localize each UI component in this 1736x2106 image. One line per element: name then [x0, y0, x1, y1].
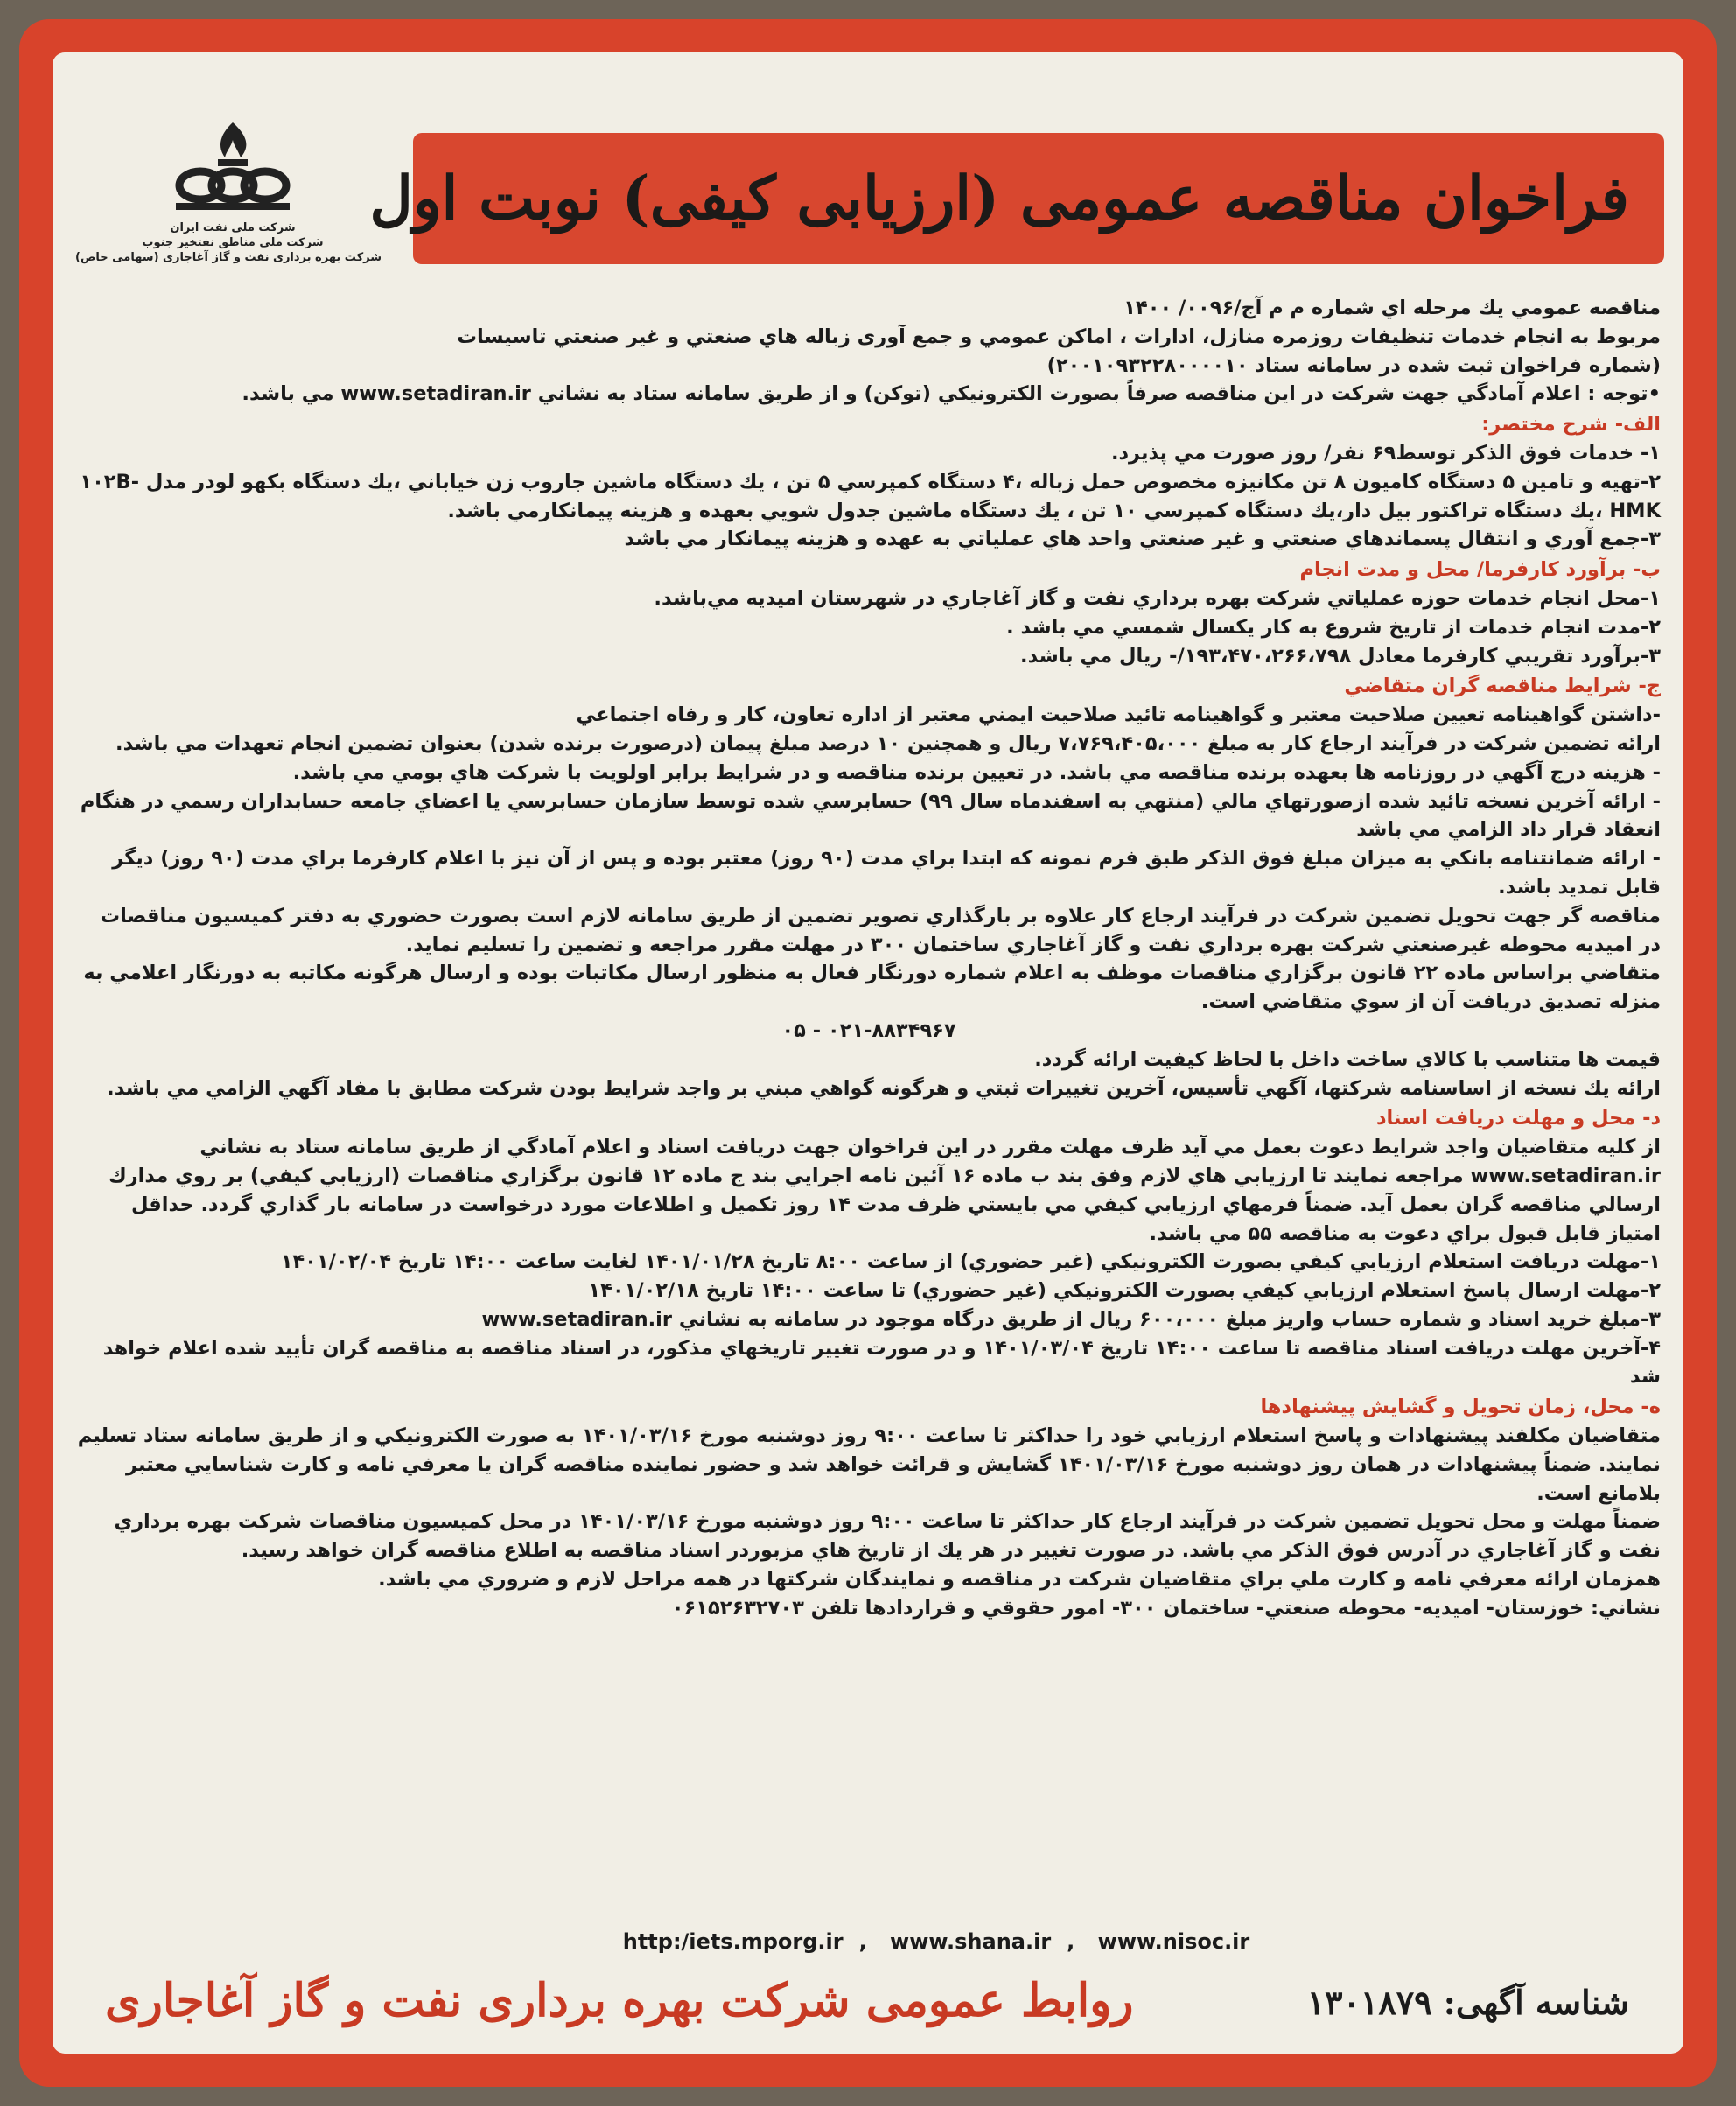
- section-c-heading: ج- شرايط مناقصه گران متقاضي: [1344, 675, 1661, 698]
- section-c-item: قيمت ها متناسب با كالاي ساخت داخل با لحاظ كيفيت ارائه گردد.: [1034, 1047, 1661, 1071]
- link-iets[interactable]: http:/iets.mporg.ir: [622, 1929, 844, 1954]
- tender-note: •توجه : اعلام آمادگي جهت شركت در اين مناقصه صرفاً بصورت الكترونيكي (توكن) و از طريق سامانه ستاد به نشاني www.setadiran.ir مي باشد.: [242, 382, 1661, 406]
- section-a-item: ۱- خدمات فوق الذكر توسط۶۹ نفر/ روز صورت مي پذيرد.: [1110, 441, 1661, 465]
- section-d-heading: د- محل و مهلت دريافت اسناد: [1376, 1107, 1661, 1130]
- section-c-item: - ارائه ضمانتنامه بانكي به ميزان مبلغ فوق الذكر طبق فرم نمونه كه ابتدا براي مدت (۹۰ روز) معتبر بوده و پس از آن نيز با اعلام كارفرما براي مدت (۹۰ روز) ديگر قابل تمديد باشد.: [112, 847, 1661, 899]
- tender-registration: (شماره فراخوان ثبت شده در سامانه ستاد ۲۰۰۱۰۹۳۲۲۸۰۰۰۰۱۰): [1046, 353, 1661, 377]
- section-d-item: ۱-مهلت دريافت استعلام ارزيابي كيفي بصورت الكترونيكي (غير حضوري) از ساعت ۸:۰۰ تاريخ ۱۴۰۱/۰۱/۲۸ لغايت ساعت ۱۴:۰۰ تاريخ ۱۴۰۱/۰۲/۰۴: [280, 1250, 1661, 1274]
- section-a-heading: الف- شرح مختصر:: [1481, 413, 1661, 437]
- notice-title: فراخوان مناقصه عمومی (ارزیابی کیفی) نوبت اول: [369, 164, 1629, 234]
- section-e-item: ضمناً مهلت و محل تحويل تضمين شركت در فرآيند ارجاع كار حداكثر تا ساعت ۹:۰۰ روز دوشنبه مورخ ۱۴۰۱/۰۳/۱۶ در محل كميسيون مناقصات شركت بهره برداري نفت و گاز آغاجاري در آدرس فوق الذكر مي باشد. در صورت تغيير در هر يك از تاريخ هاي مزبوردر اسناد مناقصه به اطلاع مناقصه گران خواهد رسيد.: [114, 1510, 1661, 1563]
- section-c-item: - هزينه درج آگهي در روزنامه ها بعهده برنده مناقصه مي باشد. در تعيين برنده مناقصه و در شرايط برابر اولويت با شركت هاي بومي مي باشد.: [292, 760, 1661, 784]
- title-banner: [369, 133, 1664, 264]
- section-e-item: همزمان ارائه معرفي نامه و كارت ملي براي متقاضيان شركت در مناقصه و نمايندگان شركتها در همه مراحل لازم و ضروري مي باشد.: [378, 1568, 1661, 1592]
- fax-number: ۰۵ - ۰۲۱-۸۸۳۴۹۶۷: [781, 1018, 956, 1042]
- oil-company-emblem-icon: [167, 115, 298, 220]
- section-c-item: متقاضي براساس ماده ۲۲ قانون برگزاري مناقصات موظف به اعلام شماره دورنگار فعال به منظور ارسال مكاتبات بوده و ارسال هرگونه مكاتبه به دورنگار اعلامي به منزله تصديق دريافت آن از سوي متقاضي است.: [83, 962, 1661, 1014]
- section-d-item: ۳-مبلغ خريد اسناد و شماره حساب واريز مبلغ ۶۰۰،۰۰۰ ريال از طريق درگاه موجود در سامانه به نشاني www.setadiran.ir: [481, 1307, 1661, 1331]
- section-d-paragraph: از كليه متقاضيان واجد شرايط دعوت بعمل مي آيد ظرف مهلت مقرر در اين فراخوان جهت دريافت اسناد و اعلام آمادگي از طريق سامانه ستاد به نشاني www.setadiran.ir مراجعه نمايند تا ارزيابي هاي لازم وفق بند ب ماده ۱۶ آئين نامه اجرايي بند ج ماده ۱۲ قانون برگزاري مناقصات (ارزيابي كيفي) بر روي مدارك ارسالي مناقصه گران بعمل آيد. ضمناً فرمهاي ارزيابي كيفي مي بايستي ظرف مدت ۱۴ روز تكميل و اطلاعات مورد درخواست در سامانه بار گذاري گردد. حداقل امتياز قابل قبول براي دعوت به مناقصه ۵۵ مي باشد.: [108, 1136, 1661, 1245]
- ad-identifier: شناسه آگهی: ۱۳۰۱۸۷۹: [1306, 1983, 1629, 2022]
- logo-line-2: شرکت ملی مناطق نفتخیز جنوب: [142, 236, 324, 249]
- website-links: http:/iets.mporg.ir , www.shana.ir , www.nisoc.ir: [622, 1929, 1250, 1954]
- section-c-item: ارائه تضمين شركت در فرآيند ارجاع كار به مبلغ ۷،۷۶۹،۴۰۵،۰۰۰ ريال و همچنين ۱۰ درصد مبلغ پيمان (درصورت برنده شدن) بعنوان تضمين انجام تعهدات مي باشد.: [116, 731, 1661, 755]
- page-frame: [19, 19, 1717, 2087]
- section-c-item: - ارائه آخرين نسخه تائيد شده ازصورتهاي مالي (منتهي به اسفندماه سال ۹۹) حسابرسي شده توسط سازمان حسابرسي يا اعضاي جامعه حسابداران رسمي در هنگام انعقاد قرار داد الزامي مي باشد: [80, 789, 1661, 842]
- notice-sheet: [52, 52, 1684, 2054]
- link-nisoc[interactable]: www.nisoc.ir: [1097, 1929, 1250, 1954]
- section-d-item: ۲-مهلت ارسال پاسخ استعلام ارزيابي كيفي بصورت الكترونيكي (غير حضوري) تا ساعت ۱۴:۰۰ تاريخ ۱۴۰۱/۰۲/۱۸: [588, 1279, 1661, 1303]
- company-logo: [74, 115, 382, 317]
- tender-subject: مربوط به انجام خدمات تنظيفات روزمره منازل، ادارات ، اماكن عمومي و جمع آوری زباله هاي صنعتي و غير صنعتي تاسيسات: [457, 325, 1661, 348]
- link-shana[interactable]: www.shana.ir: [890, 1929, 1052, 1954]
- logo-line-3: شرکت بهره برداری نفت و گاز آغاجاری (سهامی خاص): [74, 251, 382, 264]
- logo-line-1: شرکت ملی نفت ایران: [170, 221, 296, 234]
- section-c-item: ارائه يك نسخه از اساسنامه شركتها، آگهي تأسيس، آخرين تغييرات ثبتي و هرگونه گواهي مبني بر واجد شرايط بودن شركت مطابق با مفاد آگهي الزامي مي باشد.: [107, 1076, 1661, 1100]
- public-relations-signature: روابط عمومی شرکت بهره برداری نفت و گاز آغاجاری: [105, 1974, 1134, 2027]
- section-a-item: ۲-تهيه و تامين ۵ دستگاه كاميون ۸ تن مكانيزه مخصوص حمل زباله ،۴ دستگاه كمپرسي ۵ تن ، يك دستگاه ماشين جاروب زن خياباني ،يك دستگاه بكهو لودر مدل ۱۰۲B-HMK ،يك دستگاه تراكتور بيل دار،يك دستگاه كمپرسي ۱۰ تن ، يك دستگاه ماشين جدول شويي بعهده و هزينه پيمانكارمي باشد.: [80, 470, 1661, 522]
- company-address: نشاني: خوزستان- اميديه- محوطه صنعتي- ساختمان ۳۰۰- امور حقوقي و قراردادها تلفن ۰۶۱۵۲۶۳۲۷۰۳: [671, 1596, 1661, 1620]
- section-b-item: ۲-مدت انجام خدمات از تاريخ شروع به كار يكسال شمسي مي باشد .: [1006, 615, 1661, 639]
- section-a-item: ۳-جمع آوري و انتقال پسماندهاي صنعتي و غير صنعتي واحد هاي عملياتي به عهده و هزينه پيمانكار مي باشد: [624, 528, 1661, 551]
- section-e-heading: ه- محل، زمان تحويل و گشايش پيشنهادها: [1260, 1396, 1661, 1419]
- section-c-item: -داشتن گواهينامه تعيين صلاحيت معتبر و گواهينامه تائيد صلاحيت ايمني معتبر از اداره تعاون، كار و رفاه اجتماعي: [576, 703, 1661, 727]
- section-d-item: ۴-آخرين مهلت دريافت اسناد مناقصه تا ساعت ۱۴:۰۰ تاريخ ۱۴۰۱/۰۳/۰۴ و در صورت تغيير تاريخهاي مذكور، در اسناد مناقصه به مناقصه گران تأييد شده اعلام خواهد شد: [102, 1336, 1661, 1389]
- section-b-item: ۱-محل انجام خدمات حوزه عملياتي شركت بهره برداري نفت و گاز آغاجاري در شهرستان اميديه مي‌باشد.: [654, 586, 1661, 610]
- section-b-heading: ب- برآورد كارفرما/ محل و مدت انجام: [1299, 558, 1661, 582]
- tender-number: مناقصه عمومي يك مرحله اي شماره م م آج/۰۰۹۶/ ۱۴۰۰: [1124, 297, 1661, 319]
- notice-body: [77, 294, 1661, 1974]
- section-b-item: ۳-برآورد تقريبي كارفرما معادل ۱۹۳،۴۷۰،۲۶۶،۷۹۸/- ريال مي باشد.: [1020, 644, 1661, 668]
- section-e-item: متقاضيان مكلفند پيشنهادات و پاسخ استعلام ارزيابي خود را حداكثر تا ساعت ۹:۰۰ روز دوشنبه مورخ ۱۴۰۱/۰۳/۱۶ به صورت الكترونيكي و از طريق سامانه ستاد تسليم نمايند. ضمناً پيشنهادات در همان روز دوشنبه مورخ ۱۴۰۱/۰۳/۱۶ گشايش و قرائت خواهد شد و حضور نماينده مناقصه گران يا معرفي نامه و كارت شناسايي معتبر بلامانع است.: [77, 1424, 1661, 1505]
- section-c-item: مناقصه گر جهت تحويل تضمين شركت در فرآيند ارجاع كار علاوه بر بارگذاري تصوير تضمين از طريق سامانه لازم است بصورت حضوري به دفتر كميسيون مناقصات در اميديه محوطه غيرصنعتي شركت بهره برداري نفت و گاز آغاجاري ساختمان ۳۰۰ در مهلت مقرر مراجعه و تضمين را تسليم نمايد.: [100, 904, 1661, 956]
